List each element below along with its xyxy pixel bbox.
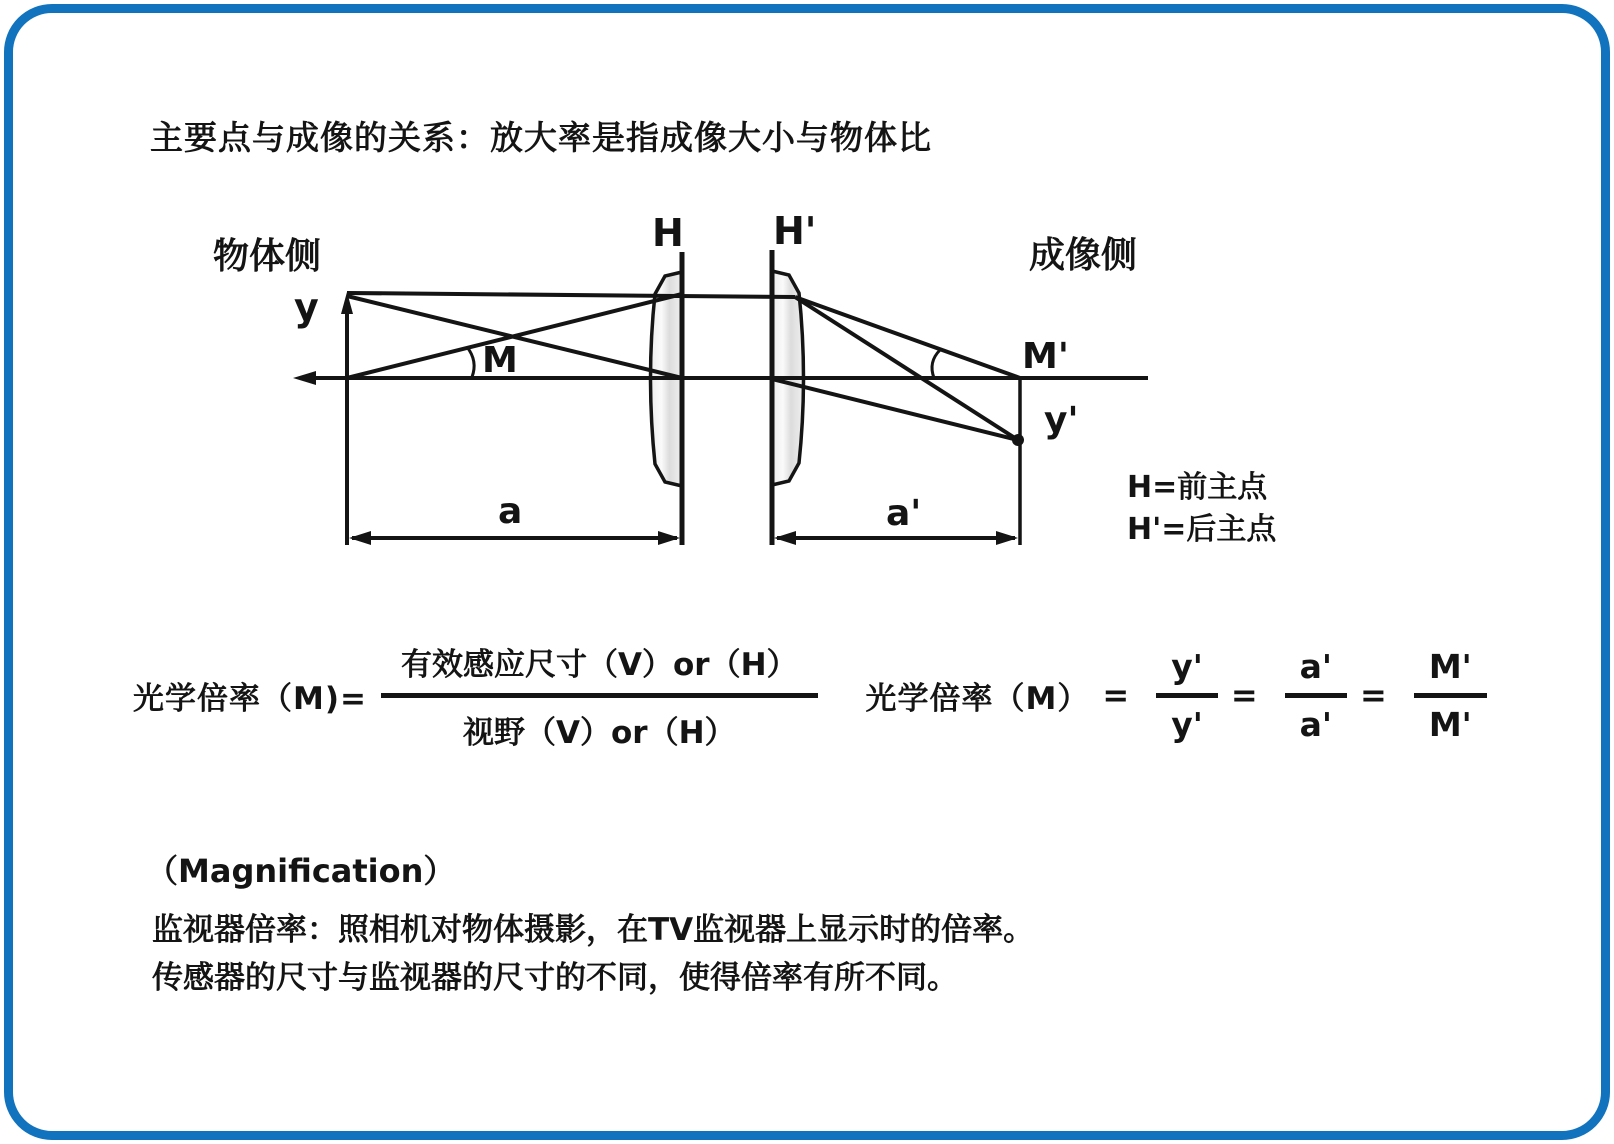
legend-front-principal: H=前主点: [1127, 470, 1268, 505]
monitor-note-line2: 传感器的尺寸与监视器的尺寸的不同，使得倍率有所不同。: [152, 960, 958, 996]
image-distance-label: a': [886, 493, 922, 534]
dimension-a-prime-left-arrowhead: [774, 531, 796, 545]
object-side-label: 物体侧: [213, 236, 322, 277]
dimension-a-right-arrowhead: [658, 531, 680, 545]
image-point-dot: [1012, 434, 1024, 446]
a-prime-fraction: [1285, 647, 1347, 744]
axis-left-arrowhead: [293, 371, 316, 385]
nodal-ray-image-side: [772, 379, 1018, 440]
monitor-magnification-note: [152, 906, 1034, 1002]
formula-row: [133, 612, 1487, 778]
dimension-a-left-arrowhead: [349, 531, 371, 545]
m-prime-fraction: [1414, 647, 1487, 744]
object-height-label: y: [294, 285, 319, 329]
image-angle-label: M': [1022, 336, 1069, 377]
fraction-numerator-a: a': [1285, 647, 1347, 698]
object-angle-label: M: [482, 340, 518, 381]
rear-principal-point-label: H': [773, 209, 817, 253]
fraction-denominator-y: y': [1171, 704, 1203, 744]
monitor-note-line1: 监视器倍率：照相机对物体摄影，在TV监视器上显示时的倍率。: [152, 912, 1035, 948]
optical-diagram: [180, 190, 1340, 570]
sensor-over-fov-fraction: [381, 639, 818, 752]
image-height-label: y': [1044, 400, 1079, 441]
legend-rear-principal: H'=后主点: [1127, 512, 1277, 547]
optical-magnification-lhs-left: 光学倍率（M)=: [133, 680, 367, 717]
angle-m-arc: [467, 347, 474, 377]
dimension-a-prime-right-arrowhead: [996, 531, 1018, 545]
chief-ray-image-side: [795, 297, 1020, 378]
fraction-numerator-y: y': [1156, 647, 1218, 698]
equals-sign: =: [1102, 676, 1130, 714]
image-side-label: 成像侧: [1029, 235, 1138, 276]
optical-magnification-lhs-right: 光学倍率（M）: [865, 680, 1090, 717]
equals-sign: =: [1230, 676, 1258, 714]
fraction-denominator-a: a': [1299, 704, 1333, 744]
fraction-denominator-m: M': [1428, 704, 1472, 744]
equals-sign: =: [1360, 676, 1387, 714]
fraction-numerator-m: M': [1414, 647, 1487, 698]
parallel-ray: [347, 293, 795, 297]
magnification-english-label: （Magnification）: [146, 852, 456, 890]
object-distance-label: a: [498, 491, 523, 532]
angle-m-prime-arc: [932, 350, 940, 378]
refracted-parallel-ray: [795, 297, 1018, 440]
front-principal-point-label: H: [652, 211, 684, 255]
fraction-numerator-sensor: 有效感应尺寸（V）or（H）: [381, 639, 818, 698]
fraction-denominator-fov: 视野（V）or（H）: [463, 714, 736, 751]
page-title: 主要点与成像的关系：放大率是指成像大小与物体比: [150, 118, 932, 157]
y-prime-fraction: [1156, 647, 1218, 744]
